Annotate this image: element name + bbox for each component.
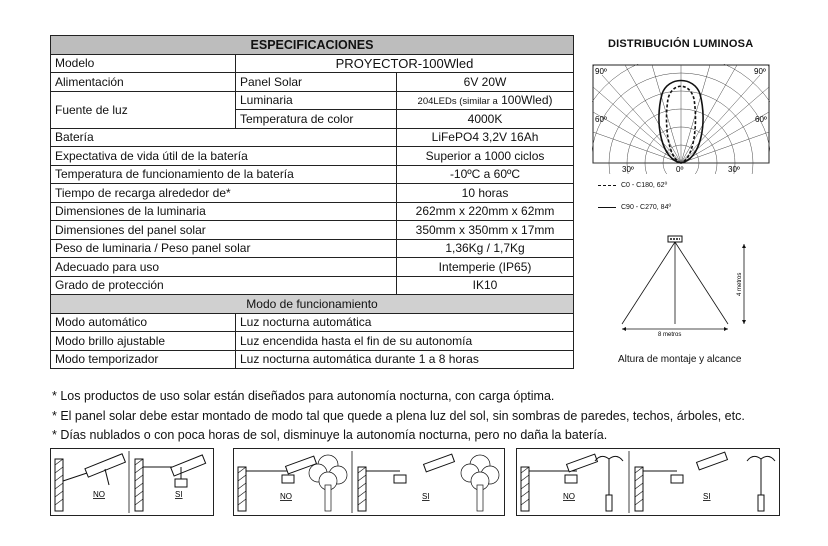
mounting-diagram xyxy=(610,232,760,352)
no-label: NO xyxy=(563,492,575,501)
spec-row xyxy=(51,147,574,166)
spec-row-value: 262mm x 220mm x 62mm xyxy=(397,202,574,221)
install-panel-pole xyxy=(516,448,780,516)
spec-row xyxy=(51,258,574,277)
tree-diagram xyxy=(234,449,504,515)
street-lamp-icon xyxy=(747,456,775,511)
mode-label: Modo temporizador xyxy=(51,350,236,369)
mode-value: Luz encendida hasta el fin de su autonomía xyxy=(236,332,574,351)
angle-label: 90º xyxy=(595,67,607,76)
no-label: NO xyxy=(93,490,105,499)
spec-row-value: 10 horas xyxy=(397,184,574,203)
si-label: SI xyxy=(703,492,711,501)
legend-solid-text: C90 - C270, 84º xyxy=(621,204,672,211)
note-item: * Los productos de uso solar están diseñados para autonomía nocturna, con carga óptima. xyxy=(52,389,555,403)
polar-diagram xyxy=(592,64,770,174)
spec-row-label: Grado de protección xyxy=(51,276,397,295)
spec-row xyxy=(51,202,574,221)
tree-icon xyxy=(461,455,499,511)
luminaire-value-big: 100Wled) xyxy=(501,93,553,108)
angle-label: 30º xyxy=(622,165,634,174)
spec-row-value: Superior a 1000 ciclos xyxy=(397,147,574,166)
spec-row-value: LiFePO4 3,2V 16Ah xyxy=(397,128,574,147)
spec-row xyxy=(51,221,574,240)
spec-row-label: Expectativa de vida útil de la batería xyxy=(51,147,397,166)
si-label: SI xyxy=(422,492,430,501)
mode-label: Modo automático xyxy=(51,313,236,332)
luminaire-value xyxy=(397,91,574,110)
angle-label: 60º xyxy=(595,115,607,124)
angle-label: 0º xyxy=(676,165,684,174)
notes xyxy=(52,387,745,446)
street-lamp-icon xyxy=(595,456,623,511)
pole-diagram xyxy=(517,449,779,515)
spec-row-label: Tiempo de recarga alrededor de* xyxy=(51,184,397,203)
spec-row-value: -10ºC a 60ºC xyxy=(397,165,574,184)
angle-label: 90º xyxy=(754,67,766,76)
install-panel-tree xyxy=(233,448,505,516)
light-label: Fuente de luz xyxy=(51,91,236,128)
luminaire-sub: Luminaria xyxy=(236,91,397,110)
mode-title: Modo de funcionamiento xyxy=(51,295,574,314)
spec-row xyxy=(51,276,574,295)
spec-row xyxy=(51,165,574,184)
temp-sub: Temperatura de color xyxy=(236,110,397,129)
legend-solid xyxy=(598,204,671,211)
mounting-caption: Altura de montaje y alcance xyxy=(618,354,742,365)
model-label: Modelo xyxy=(51,54,236,73)
power-sub: Panel Solar xyxy=(236,73,397,92)
wall-diagram xyxy=(51,449,213,515)
solid-line-icon xyxy=(598,207,616,208)
angle-label: 30º xyxy=(728,165,740,174)
temp-value: 4000K xyxy=(397,110,574,129)
spec-row xyxy=(51,128,574,147)
spec-title: ESPECIFICACIONES xyxy=(51,36,574,55)
model-value: PROYECTOR-100Wled xyxy=(236,54,574,73)
no-label: NO xyxy=(280,492,292,501)
mode-row xyxy=(51,332,574,351)
note-item: * El panel solar debe estar montado de modo tal que quede a plena luz del sol, sin sombras de paredes, techos, árboles, etc. xyxy=(52,408,745,423)
angle-label: 60º xyxy=(755,115,767,124)
spec-row-label: Temperatura de funcionamiento de la batería xyxy=(51,165,397,184)
distribution-title: DISTRIBUCIÓN LUMINOSA xyxy=(608,38,754,50)
mode-value: Luz nocturna automática xyxy=(236,313,574,332)
power-label: Alimentación xyxy=(51,73,236,92)
spec-row xyxy=(51,239,574,258)
mode-label: Modo brillo ajustable xyxy=(51,332,236,351)
height-label: 4 metros xyxy=(737,272,743,296)
luminaire-value-small: 204LEDs (similar a xyxy=(417,96,498,108)
spec-table xyxy=(50,35,574,369)
spec-row-label: Adecuado para uso xyxy=(51,258,397,277)
power-value: 6V 20W xyxy=(397,73,574,92)
spec-row-value: IK10 xyxy=(397,276,574,295)
legend-dashed-text: C0 - C180, 62º xyxy=(621,182,668,189)
spec-row-label: Dimensiones del panel solar xyxy=(51,221,397,240)
si-label: SI xyxy=(175,490,183,499)
mode-row xyxy=(51,350,574,369)
spec-row-label: Dimensiones de la luminaria xyxy=(51,202,397,221)
mode-value: Luz nocturna automática durante 1 a 8 horas xyxy=(236,350,574,369)
spec-row-value: Intemperie (IP65) xyxy=(397,258,574,277)
note-item: * Días nublados o con poca horas de sol, disminuye la autonomía nocturna, pero no daña la batería. xyxy=(52,428,608,442)
spec-row-label: Peso de luminaria / Peso panel solar xyxy=(51,239,397,258)
spec-row-value: 350mm x 350mm x 17mm xyxy=(397,221,574,240)
spec-row xyxy=(51,184,574,203)
width-label: 8 metros xyxy=(658,332,682,338)
spec-row-label: Batería xyxy=(51,128,397,147)
legend-dashed xyxy=(598,182,667,189)
install-panel-wall xyxy=(50,448,214,516)
spec-row-value: 1,36Kg / 1,7Kg xyxy=(397,239,574,258)
dashed-line-icon xyxy=(598,185,616,186)
mode-row xyxy=(51,313,574,332)
